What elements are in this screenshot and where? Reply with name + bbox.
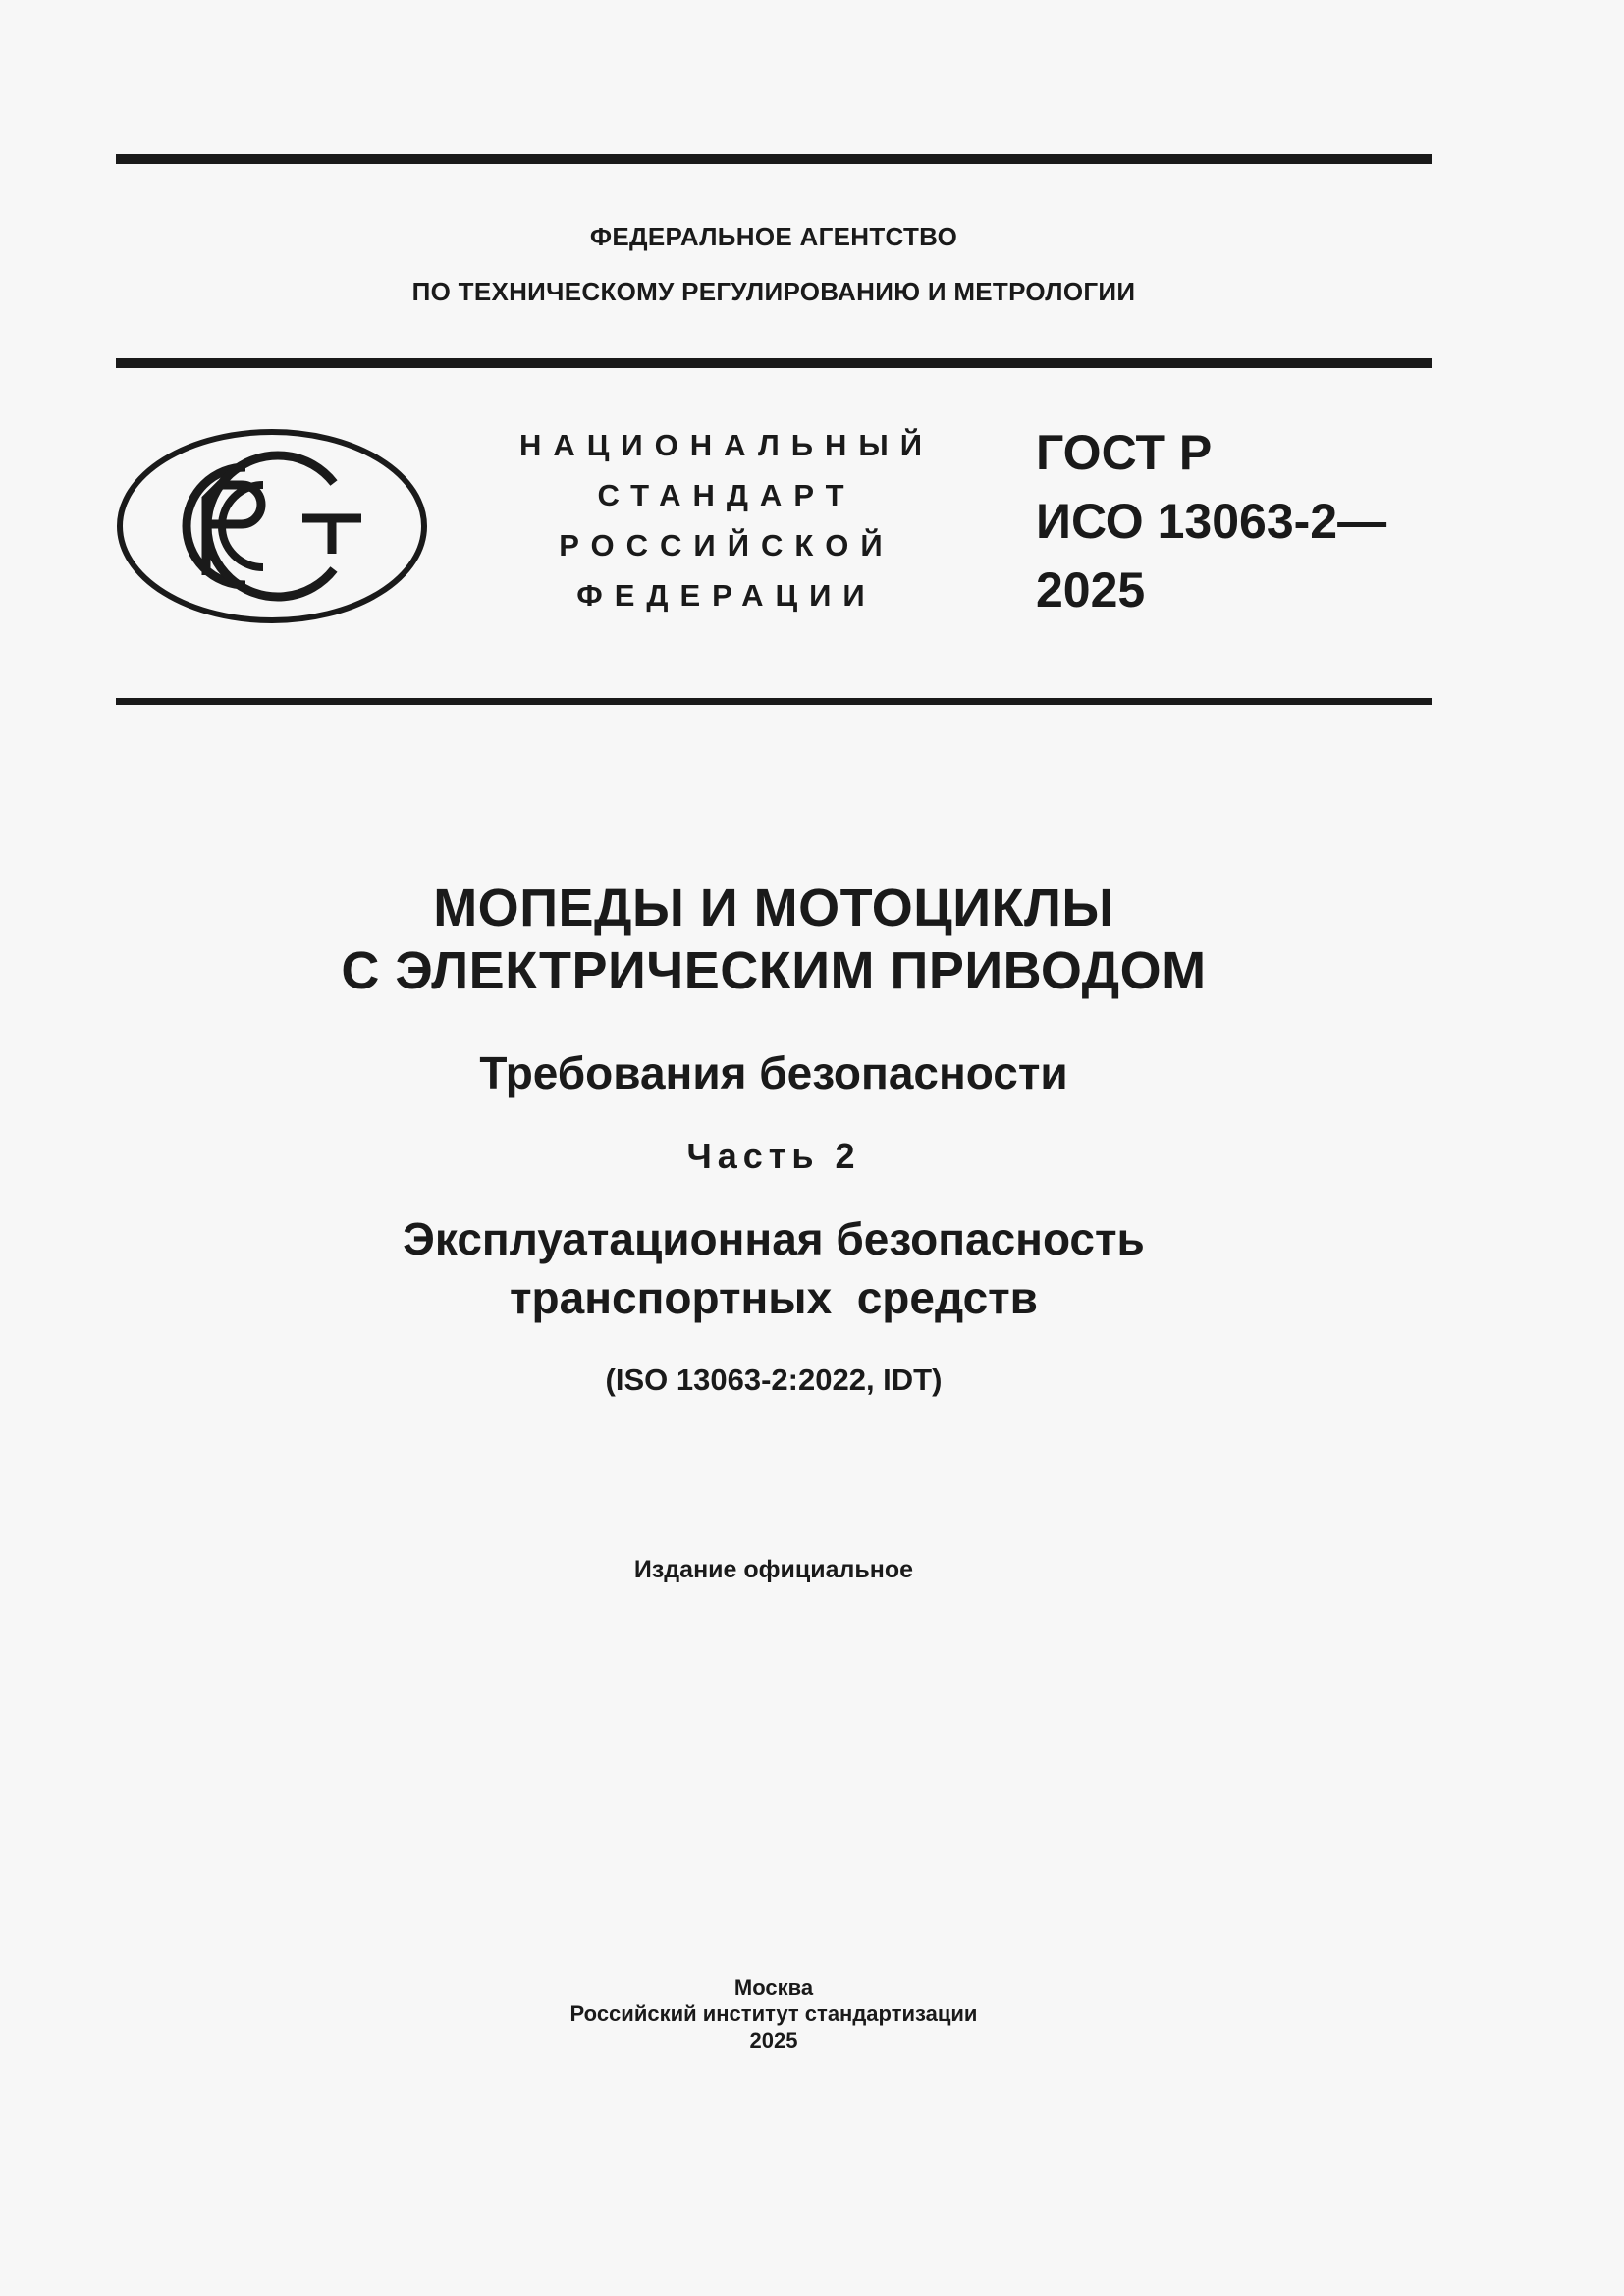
designation-line-1: ГОСТ Р xyxy=(1036,425,1213,480)
agency-name-line-2: ПО ТЕХНИЧЕСКОМУ РЕГУЛИРОВАНИЮ И МЕТРОЛОГИИ xyxy=(411,277,1136,306)
title-block-rule xyxy=(116,698,1432,705)
national-standard-line-1: НАЦИОНАЛЬНЫЙ xyxy=(518,428,935,462)
document-subtitle: Требования безопасности xyxy=(479,1047,1068,1098)
national-standard-line-3: РОССИЙСКОЙ xyxy=(559,528,894,562)
rst-logo-icon xyxy=(116,428,428,624)
footer-city: Москва xyxy=(733,1975,814,2000)
part-title-line-1: Эксплуатационная безопасность xyxy=(403,1213,1145,1264)
footer-year: 2025 xyxy=(749,2028,798,2053)
agency-name-line-1: ФЕДЕРАЛЬНОЕ АГЕНТСТВО xyxy=(589,222,958,251)
header-rule xyxy=(116,358,1432,368)
top-rule xyxy=(116,154,1432,164)
edition-label: Издание официальное xyxy=(633,1556,914,1583)
part-number: Часть 2 xyxy=(686,1136,861,1176)
title-line-2: С ЭЛЕКТРИЧЕСКИМ ПРИВОДОМ xyxy=(341,941,1207,1000)
part-title-line-2: транспортных средств xyxy=(510,1272,1038,1323)
publisher-footer xyxy=(116,1974,1432,2054)
iso-reference: (ISO 13063-2:2022, IDT) xyxy=(605,1362,943,1397)
standard-designation xyxy=(1036,418,1386,624)
designation-line-3: 2025 xyxy=(1036,562,1146,617)
national-standard-line-2: СТАНДАРТ xyxy=(597,478,856,512)
document-title xyxy=(116,877,1432,1002)
footer-publisher: Российский институт стандартизации xyxy=(569,2002,978,2026)
part-title xyxy=(116,1209,1432,1327)
designation-line-2: ИСО 13063-2— xyxy=(1036,494,1387,549)
national-standard-label xyxy=(491,420,962,620)
national-standard-line-4: ФЕДЕРАЦИИ xyxy=(576,578,877,613)
title-line-1: МОПЕДЫ И МОТОЦИКЛЫ xyxy=(433,879,1114,937)
